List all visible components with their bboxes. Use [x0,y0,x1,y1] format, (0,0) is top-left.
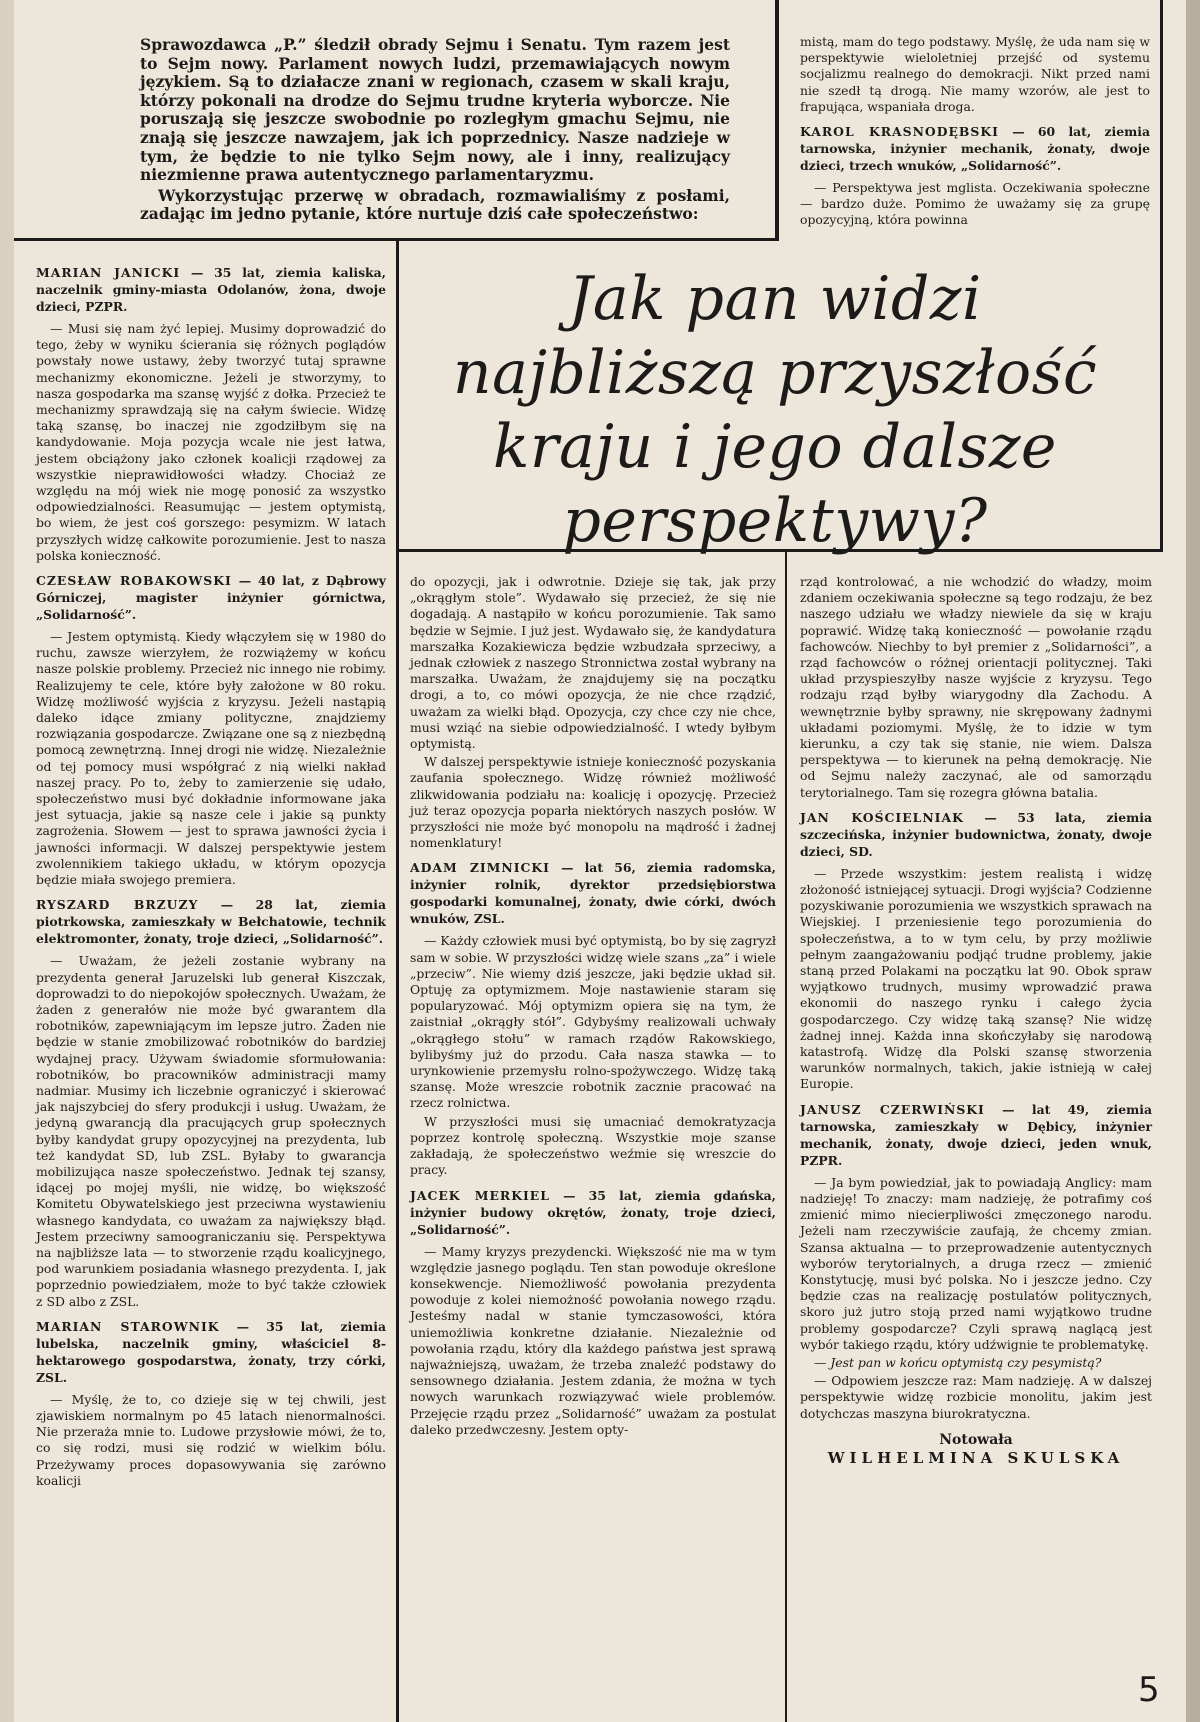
interviewee-lead [800,123,1150,174]
intro-block [140,36,730,226]
paragraph: W przyszłości musi się umacniać demokratyzacja poprzez kontrolę społeczną. Wszystkie moje szanse zakładają, że społeczeństwo weźmie się wreszcie do pracy. [410,1113,776,1178]
interviewee-name: ADAM ZIMNICKI [410,860,550,876]
paragraph: W dalszej perspektywie istnieje konieczność pozyskania zaufania społecznego. Widzę również możliwość zlikwidowania podziału na: koalicję i opozycję. Przecież już teraz opozycja poparła niektórych naszych posłów. W przyszłości nie może być monopolu na mądrość i żadnej nomenklatury! [410,754,776,851]
paragraph: rząd kontrolować, a nie wchodzić do władzy, moim zdaniem oczekiwania społeczne są tego rodzaju, że bez naszego udziału we władzy niewiele da się w kraju poprawić. Widzę taką konieczność — powołanie rządu fachowców. Niechby to był premier z „Solidarności”, a rząd fachowców o różnej orientacji politycznej. Taki układ przyspieszyłby nasze wyjście z kryzysu. Tego rodzaju rząd byłby wiarygodny dla Zachodu. A wewnętrznie byłby sprawny, nie skrępowany żadnymi układami poziomymi. Myślę, że to idzie w tym kierunku, a czy tak się stanie, nie wiem. Dalsza perspektywa — to kierunek na pełną demokrację. Nie od Sejmu należy zaczynać, ale od samorządu terytorialnego. Tam się rozegra główna batalia. [800,574,1152,800]
paragraph: — Jestem optymistą. Kiedy włączyłem się w 1980 do ruchu, zawsze wierzyłem, że rozwiążemy w końcu nasze polskie problemy. Przecież nic innego nie robimy. Realizujemy te cele, które były założone w 80 roku. Widzę możliwość wyjścia z kryzysu. Jeżeli nastąpią daleko idące zmiany polityczne, znajdziemy rozwiązania gospodarcze. Związane one są z niezbędną pomocą zewnętrzną. Innej drogi nie widzę. Niezależnie od tej pomocy musi współgrać z nią wielki nakład naszej pracy. Po to, żeby to zamierzenie się udało, społeczeństwo musi być dokładnie informowane jaka jest sytuacja, jakie są nasze cele i jakie są punkty zagrożenia. Słowem — jest to sprawa jawności życia i jawności informacji. W dalszej perspektywie jestem zwolennikiem takiego układu, w którym opozycja będzie miała swojego premiera. [36,629,386,888]
interviewee-lead [36,572,386,623]
interviewee-details: — 28 lat, ziemia piotrkowska, zamieszkały w Bełchatowie, technik elektromonter, żonaty, troje dzieci, „Solidarność”. [36,897,386,947]
interviewee-details: — 53 lata, ziemia szczecińska, inżynier budownictwa, żonaty, dwoje dzieci, SD. [800,809,1152,859]
paragraph: — Przede wszystkim: jestem realistą i widzę złożoność istniejącej sytuacji. Drogi wyjścia? Codzienne pozyskiwanie porozumienia we wszystkich sprawach na Wiejskiej. I przeniesienie tego porozumienia do społeczeństwa, a to w tym celu, by przy możliwie pełnym zaangażowaniu podjąć trudne problemy, jakie staną przed Polakami na początku lat 90. Obok spraw wyjątkowo trudnych, musimy wprowadzić prawa ekonomii do naszego rynku i całego życia gospodarczego. Czy widzę taką szansę? Nie widzę żadnej innej. Każda inna skończyłaby się narodową katastrofą. Widzę dla Polski szansę stworzenia warunków normalnych, takich, jakie istnieją w całej Europie. [800,865,1152,1092]
page-edge-left [0,0,14,1722]
interviewee-name: JANUSZ CZERWIŃSKI [800,1101,985,1117]
interviewee-details: — 35 lat, ziemia lubelska, naczelnik gminy, właściciel 8-hektarowego gospodarstwa, żonaty, trzy córki, ZSL. [36,1318,386,1385]
interviewee-details: — lat 56, ziemia radomska, inżynier rolnik, dyrektor przedsiębiorstwa gospodarki komunalnej, żonaty, dwie córki, dwóch wnuków, ZSL. [410,860,776,927]
interviewee-name: MARIAN JANICKI [36,265,181,280]
interviewee-name: KAROL KRASNODĘBSKI [800,124,999,140]
interviewee-details: — 35 lat, ziemia kaliska, naczelnik gminy-miasta Odolanów, żona, dwoje dzieci, PZPR. [36,265,386,314]
paragraph: mistą, mam do tego podstawy. Myślę, że uda nam się w perspektywie wieloletniej przejść od systemu socjalizmu realnego do demokracji. Nikt przed nami nie szedł tą drogą. Nie mamy wzorów, ale jest to frapująca, wspaniała droga. [800,34,1150,114]
column-top-right [800,34,1150,231]
paragraph: — Odpowiem jeszcze raz: Mam nadzieję. A w dalszej perspektywie widzę rozbicie monolitu, jakim jest dotychczas maszyna biurokratyczna. [800,1373,1152,1421]
interviewee-lead [410,1187,776,1238]
rule-top-vertical [775,0,779,240]
intro-paragraph-2: Wykorzystując przerwę w obradach, rozmawialiśmy z posłami, zadając im jedno pytanie, które nurtuje dziś całe społeczeństwo: [140,185,730,224]
rule-right-frame [1160,0,1163,552]
interviewee-details: — 60 lat, ziemia tarnowska, inżynier mechanik, żonaty, dwoje dzieci, trzech wnuków, „Solidarność”. [800,124,1150,174]
paragraph: — Uważam, że jeżeli zostanie wybrany na prezydenta generał Jaruzelski lub generał Kiszczak, doprowadzi to do niepokojów społecznych. Uważam, że żaden z generałów nie może być gwarantem dla robotników, zapewniającym im lepsze jutro. Żaden nie będzie w stanie zmobilizować robotników do bardziej wydajnej pracy. Używam świadomie sformułowania: robotników, bo pracowników administracji mamy nadmiar. Musimy ich liczebnie ograniczyć i skierować jak najszybciej do sfery produkcji i usług. Uważam, że jedyną gwarancją dla pracujących grup społecznych byłby kandydat grupy opozycyjnej na prezydenta, lub też kandydat SD, lub ZSL. Byłaby to gwarancja mobilizująca nasze społeczeństwo. Jednak tej szansy, idącej po mojej myśli, nie widzę, bo większość Komitetu Obywatelskiego jest przeciwna wystawieniu własnego kandydata, co uważam za największy błąd. Jestem przeciwny samoograniczaniu się. Perspektywa na najbliższe lata — to stworzenie rządu koalicyjnego, pod warunkiem posiadania własnego prezydenta. I, jak poprzednio powiedziałem, może to być także człowiek z SD albo z ZSL. [36,953,386,1309]
interviewee-details: — 35 lat, ziemia gdańska, inżynier budowy okrętów, żonaty, troje dzieci, „Solidarność”. [410,1187,776,1237]
paragraph: — Każdy człowiek musi być optymistą, bo by się zagryzł sam w sobie. W przyszłości widzę wiele szans „za” i wiele „przeciw”. Nie wiemy dziś jeszcze, jaki będzie układ sił. Optuję za optymizmem. Moje nastawienie staram się popularyzować. Mój optymizm opiera się na tym, że zaistniał „okrągły stół”. Gdybyśmy realizowali uchwały „okrągłego stołu” w ramach rządów Rakowskiego, bylibyśmy już do przodu. Cała nasza stawka — to urynkowienie przemysłu rolno-spożywczego. Widzę taką szansę. Może wreszcie robotnik zacznie pracować na rzecz rolnictwa. [410,933,776,1111]
paragraph: do opozycji, jak i odwrotnie. Dzieje się tak, jak przy „okrągłym stole”. Wydawało się przecież, że się nie dogadają. A nastąpiło w końcu porozumienie. Tak samo będzie w Sejmie. I już jest. Wydawało się, że kandydatura marszałka Kozakiewicza będzie wzbudzała sprzeciwy, a jednak człowiek z naszego Stronnictwa został wybrany na marszałka. Uważam, że znajdujemy się na początku drogi, a to, co mówi opozycja, że nie chce rządzić, uważam za wielki błąd. Opozycja, czy chce czy nie chce, musi wziąć na siebie odpowiedzialność. I wtedy byłbym optymistą. [410,574,776,752]
interviewee-lead [410,859,776,927]
interviewer-question: — Jest pan w końcu optymistą czy pesymistą? [814,1354,1102,1370]
page-edge-right [1186,0,1200,1722]
interviewee-details: — lat 49, ziemia tarnowska, zamieszkały w Dębicy, inżynier mechanik, żonaty, dwoje dzieci, jeden wnuk, PZPR. [800,1101,1152,1168]
paragraph: — Ja bym powiedział, jak to powiadają Anglicy: mam nadzieję! To znaczy: mam nadzieję, że potrafimy coś zmienić mimo niecierpliwości zmęczonego narodu. Jeżeli nam rzeczywiście zaufają, że chcemy zmian. Szansa aktualna — to przeprowadzenie autentycznych wyborów terytorialnych, a druga rzecz — zmienić Konstytucję, musi być polska. No i jeszcze jedno. Czy będzie czas na realizację postulatów politycznych, skoro już jutro stoją przed nami wyjątkowo trudne problemy gospodarcze? Czyli sprawą naglącą jest wybór takiego rządu, który udźwignie te problematykę. [800,1174,1152,1352]
interviewee-lead [800,1101,1152,1169]
interviewee-lead [800,809,1152,860]
page-number: 5 [1138,1670,1160,1710]
byline-author: WILHELMINA SKULSKA [827,1448,1125,1467]
paragraph: — Myślę, że to, co dzieje się w tej chwili, jest zjawiskiem normalnym po 45 latach nienormalności. Nie przeraża mnie to. Ludowe przysłowie mówi, że to, co się rodzi, musi się rodzić w wielkim bólu. Przeżywamy proces dopasowywania się zarówno koalicji [36,1391,386,1488]
paragraph: — Mamy kryzys prezydencki. Większość nie ma w tym względzie jasnego poglądu. Ten stan powoduje określone konsekwencje. Niemożliwość powołania prezydenta powoduje z kolei niemożność powołania nowego rządu. Jesteśmy nadal w stanie tymczasowości, która uniemożliwia konkretne działanie. Niezależnie od powołania rządu, który dla każdego państwa jest sprawą najważniejszą, uważam, że trzeba znaleźć podstawy do sensownego działania. Jestem zdania, że można w tych nowych warunkach rozwiązywać wiele problemów. Przejęcie rządu przez „Solidarność” uważam za postulat daleko przedwczesny. Jestem opty- [410,1243,776,1437]
interviewee-name: JACEK MERKIEL [410,1187,550,1203]
column-left [36,264,386,1491]
column-right [800,574,1152,1468]
interviewee-details: — 40 lat, z Dąbrowy Górniczej, magister inżynier górnictwa, „Solidarność”. [36,573,386,623]
interviewee-lead [36,264,386,315]
column-middle [410,574,776,1440]
interviewee-name: MARIAN STAROWNIK [36,1318,220,1334]
rule-middle-column [785,552,787,1722]
interviewee-lead [36,896,386,947]
intro-paragraph-1: Sprawozdawca „P.” śledził obrady Sejmu i Senatu. Tym razem jest to Sejm nowy. Parlament nowych ludzi, przemawiających nowym językiem. Są to działacze znani w regionach, czasem w skali kraju, którzy pokonali na drodze do Sejmu trudne kryteria wyborcze. Nie poruszają się jeszcze swobodnie po rozległym gmachu Sejmu, nie znają się jeszcze nawzajem, jak ich poprzednicy. Nasze nadzieje w tym, że będzie to nie tylko Sejm nowy, ale i inny, realizujący niezmienne prawa autentycznego parlamentaryzmu. [140,35,730,185]
headline: Jak pan widzi najbliższą przyszłość kraju i jego dalsze perspektywy? [452,264,1098,556]
paragraph: — Perspektywa jest mglista. Oczekiwania społeczne — bardzo duże. Pomimo że uważamy się za grupę opozycyjną, która powinna [800,180,1150,228]
paragraph: — Musi się nam żyć lepiej. Musimy doprowadzić do tego, żeby w wyniku ścierania się różnych poglądów powstały nowe ustawy, żeby tworzyć tutaj sprawne mechanizmy ekonomiczne. Jeżeli je stworzymy, to nasza gospodarka ma szansę wyjść z dołka. Przecież te mechanizmy sprawdzają się na całym świecie. Widzę taką szansę, bo inaczej nie zgodziłbym się na kandydowanie. Moja pozycja wcale nie jest łatwa, jestem obciążony jako członek koalicji rządowej za wszystkie nieprawidłowości władzy. Chociaż ze względu na mój wiek nie mogę ponosić za wszystko odpowiedzialności. Reasumując — jestem optymistą, bo wiem, że jest coś gorszego: pesymizm. W latach przyszłych widzę całkowite porozumienie. Jest to nasza polska konieczność. [36,321,386,563]
interviewee-name: JAN KOŚCIELNIAK [800,809,964,825]
interviewee-lead [36,1318,386,1386]
interviewee-name: CZESŁAW ROBAKOWSKI [36,573,232,589]
interviewee-name: RYSZARD BRZUZY [36,897,199,913]
byline-label: Notowała [939,1431,1013,1448]
rule-left-column [396,238,399,1722]
